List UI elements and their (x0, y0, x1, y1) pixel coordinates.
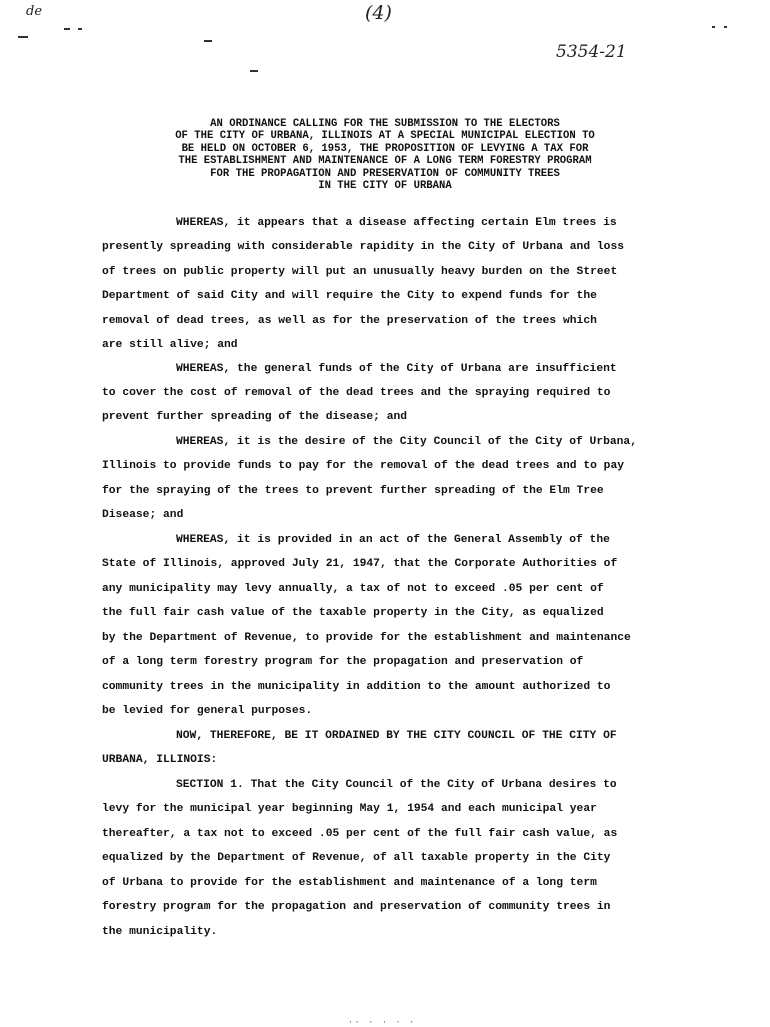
title-line: THE ESTABLISHMENT AND MAINTENANCE OF A LONG TERM FORESTRY PROGRAM (178, 155, 592, 168)
body-line: of Urbana to provide for the establishment and maintenance of a long term (102, 877, 597, 889)
scan-speck (250, 70, 258, 72)
handwritten-page-mark: (4) (365, 2, 392, 24)
body-line: prevent further spreading of the disease; and (102, 411, 408, 423)
title-line: FOR THE PROPAGATION AND PRESERVATION OF COMMUNITY TREES (210, 167, 560, 180)
body-line: State of Illinois, approved July 21, 1947, that the Corporate Authorities of (102, 558, 618, 570)
body-line: removal of dead trees, as well as for the preservation of the trees which (102, 315, 597, 327)
scan-speck (204, 40, 212, 42)
body-line: WHEREAS, it appears that a disease affecting certain Elm trees is (176, 217, 617, 229)
body-line: SECTION 1. That the City Council of the City of Urbana desires to (176, 779, 617, 791)
scan-footer-specks: ·· · · · · (348, 1018, 417, 1027)
scan-speck (64, 28, 70, 30)
title-line: AN ORDINANCE CALLING FOR THE SUBMISSION TO THE ELECTORS (210, 118, 560, 130)
body-line: WHEREAS, it is the desire of the City Council of the City of Urbana, (176, 436, 637, 448)
scan-speck (724, 26, 727, 28)
scan-speck (712, 26, 715, 28)
body-line: NOW, THEREFORE, BE IT ORDAINED BY THE CITY COUNCIL OF THE CITY OF (176, 730, 617, 742)
ordinance-title (120, 118, 650, 192)
body-line: thereafter, a tax not to exceed .05 per cent of the full fair cash value, as (102, 828, 618, 840)
body-line: WHEREAS, it is provided in an act of the General Assembly of the (176, 534, 610, 546)
title-line: IN THE CITY OF URBANA (318, 180, 452, 193)
body-line: of trees on public property will put an unusually heavy burden on the Street (102, 266, 618, 278)
body-line: for the spraying of the trees to prevent further spreading of the Elm Tree (102, 485, 604, 497)
scan-speck (78, 28, 82, 30)
body-line: the municipality. (102, 926, 218, 938)
body-line: presently spreading with considerable rapidity in the City of Urbana and loss (102, 241, 625, 253)
body-line: URBANA, ILLINOIS: (102, 754, 218, 766)
body-line: the full fair cash value of the taxable property in the City, as equalized (102, 607, 604, 619)
body-line: equalized by the Department of Revenue, of all taxable property in the City (102, 852, 611, 864)
body-line: of a long term forestry program for the propagation and preservation of (102, 656, 584, 668)
body-line: be levied for general purposes. (102, 705, 313, 717)
scan-speck (18, 36, 28, 38)
body-line: are still alive; and (102, 339, 238, 351)
handwritten-corner-note: de (26, 4, 43, 19)
body-line: any municipality may levy annually, a tax of not to exceed .05 per cent of (102, 583, 604, 595)
handwritten-document-number: 5354-21 (556, 42, 627, 62)
body-line: Disease; and (102, 509, 184, 521)
body-line: levy for the municipal year beginning May 1, 1954 and each municipal year (102, 803, 597, 815)
body-line: Illinois to provide funds to pay for the removal of the dead trees and to pay (102, 460, 625, 472)
body-line: to cover the cost of removal of the dead trees and the spraying required to (102, 387, 611, 399)
body-line: WHEREAS, the general funds of the City of Urbana are insufficient (176, 363, 617, 375)
body-line: forestry program for the propagation and preservation of community trees in (102, 901, 611, 913)
body-line: community trees in the municipality in addition to the amount authorized to (102, 681, 611, 693)
title-line: BE HELD ON OCTOBER 6, 1953, THE PROPOSITION OF LEVYING A TAX FOR (181, 142, 589, 155)
body-line: by the Department of Revenue, to provide for the establishment and maintenance (102, 632, 631, 644)
title-line: OF THE CITY OF URBANA, ILLINOIS AT A SPECIAL MUNICIPAL ELECTION TO (175, 130, 595, 143)
body-line: Department of said City and will require the City to expend funds for the (102, 290, 597, 302)
